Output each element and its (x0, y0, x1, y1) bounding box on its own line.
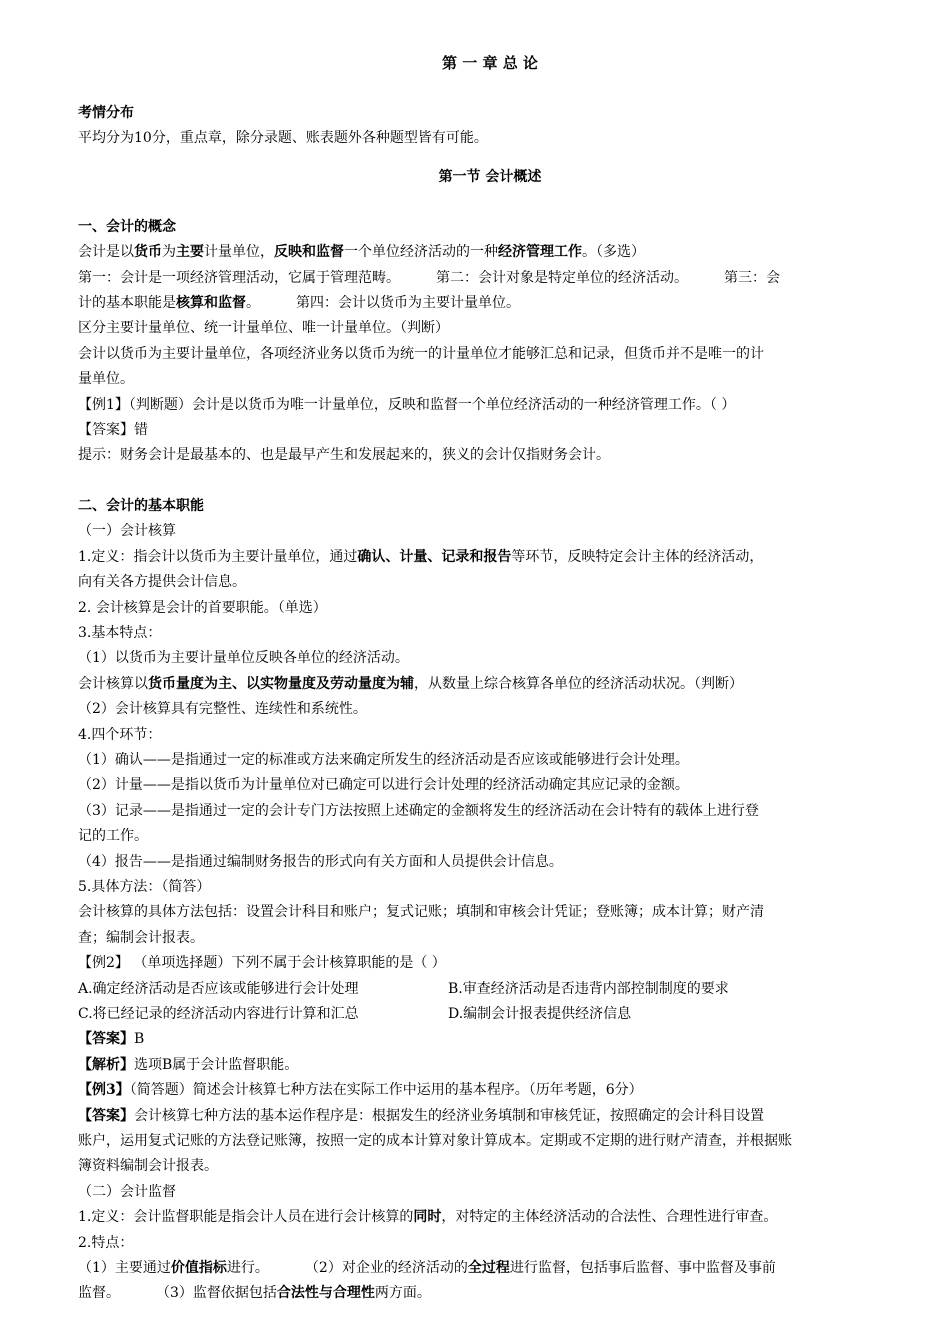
answer-1: 【答案】错 (78, 422, 148, 439)
text-run: 一个单位经济活动的一种 (344, 244, 498, 261)
analysis-2 (78, 1053, 902, 1078)
document-page (78, 50, 902, 1307)
supervision-item-2: 2.特点： (78, 1234, 134, 1251)
example-text: （简答题）简述会计核算七种方法在实际工作中运用的基本程序。（历年考题，6分） (129, 1082, 643, 1099)
subsection-supervision: （二）会计监督 (78, 1183, 176, 1200)
text-run: （2）对企业的经济活动的 (304, 1260, 468, 1277)
hint: 提示：财务会计是最基本的、也是最早产生和发展起来的，狭义的会计仅指财务会计。 (78, 447, 610, 464)
example-2: 【例2】 （单项选择题）下列不属于会计核算职能的是（ ） (78, 955, 446, 972)
bold-run: 货币 (134, 244, 162, 261)
text-run: 进行。 (226, 1260, 269, 1277)
supervision-features-line2 (78, 1281, 902, 1306)
bold-run: 合法性与合理性 (276, 1285, 375, 1302)
analysis-label: 【解析】 (78, 1056, 134, 1073)
methods-line2: 查；编制会计报表。 (78, 929, 204, 946)
text-run: 会计是以 (78, 244, 134, 261)
methods-line1: 会计核算的具体方法包括：设置会计科目和账户；复式记账；填制和审核会计凭证；登账簿；成本计算；财产清 (78, 904, 764, 921)
text-run: 两方面。 (374, 1285, 431, 1302)
feature-1: （1）以货币为主要计量单位反映各单位的经济活动。 (78, 650, 409, 667)
definition-points-line1 (78, 266, 902, 291)
section-title: 第一节 会计概述 (438, 168, 542, 185)
step-3-line2: 记的工作。 (78, 828, 148, 845)
item-4: 4.四个环节： (78, 726, 162, 743)
answer-label: 【答案】 (78, 1031, 134, 1048)
spacer (78, 469, 902, 494)
bold-run: 价值指标 (170, 1260, 227, 1277)
point-4: 第四：会计以货币为主要计量单位。 (296, 295, 520, 312)
spacer (78, 190, 902, 215)
bold-run: 同时 (413, 1209, 442, 1226)
bold-run: 全过程 (467, 1260, 510, 1277)
text-run: 计量单位， (204, 244, 274, 261)
answer-3-line2: 账户，运用复式记账的方法登记账簿，按照一定的成本计算对象计算成本。定期或不定期的进行财产清查，并根据账 (78, 1133, 792, 1150)
options-row-2 (78, 1002, 902, 1027)
option-c: C.将已经记录的经济活动内容进行计算和汇总 (78, 1006, 359, 1022)
accounting-def-line2: 向有关各方提供会计信息。 (78, 574, 246, 591)
text-run: 1.定义：会计监督职能是指会计人员在进行会计核算的 (78, 1209, 414, 1226)
explain-line-1: 会计以货币为主要计量单位，各项经济业务以货币为统一的计量单位才能够汇总和记录，但货币并不是唯一的计 (78, 345, 764, 362)
exam-text: 平均分为10分，重点章，除分录题、账表题外各种题型皆有可能。 (78, 130, 488, 147)
text-run: 会计核算以 (78, 675, 148, 692)
step-3-line1: （3）记录——是指通过一定的会计专门方法按照上述确定的金额将发生的经济活动在会计特有的载体上进行登 (78, 802, 759, 819)
definition-points-line2 (78, 291, 902, 316)
supervision-features-line1 (78, 1256, 902, 1281)
explain-line-2: 量单位。 (78, 371, 134, 388)
bold-run: 反映和监督 (274, 244, 344, 261)
text-run: 。（多选） (582, 244, 645, 261)
bold-run: 经济管理工作 (498, 244, 582, 261)
item-3: 3.基本特点： (78, 624, 162, 641)
accounting-def-line1 (78, 545, 902, 570)
spacer (78, 152, 902, 164)
step-4: （4）报告——是指通过编制财务报告的形式向有关方面和人员提供会计信息。 (78, 853, 563, 870)
bold-run: 货币量度为主、以实物量度及劳动量度为辅 (148, 675, 414, 692)
text-run: 进行监督，包括事后监督、事中监督及事前 (509, 1260, 776, 1277)
answer-text: 会计核算七种方法的基本运作程序是：根据发生的经济业务填制和审核凭证，按照确定的会计科目设置 (134, 1107, 764, 1124)
accounting-definition (78, 240, 902, 265)
spacer (78, 76, 902, 101)
supervision-def (78, 1205, 902, 1230)
text-run: 监督。 (78, 1285, 120, 1302)
bold-run: 主要 (176, 244, 204, 261)
answer-3-line3: 簿资料编制会计报表。 (78, 1158, 218, 1175)
subsection-accounting: （一）会计核算 (78, 523, 176, 540)
example-1: 【例1】（判断题）会计是以货币为唯一计量单位，反映和监督一个单位经济活动的一种经济管理工作。（ ） (78, 396, 736, 413)
bold-run: 核算和监督 (176, 295, 246, 312)
option-d: D.编制会计报表提供经济信息 (448, 1006, 632, 1022)
part2-heading: 二、会计的基本职能 (78, 497, 204, 514)
option-a: A.确定经济活动是否应该或能够进行会计处理 (78, 980, 359, 997)
text-run: ，从数量上综合核算各单位的经济活动状况。（判断） (414, 675, 743, 692)
text-run: 1.定义：指会计以货币为主要计量单位，通过 (78, 548, 358, 565)
step-1: （1）确认——是指通过一定的标准或方法来确定所发生的经济活动是否应该或能够进行会计处理。 (78, 751, 689, 768)
text-run: （1）主要通过 (78, 1260, 171, 1277)
text-run: （3）监督依据包括 (156, 1285, 277, 1302)
options-row-1 (78, 977, 902, 1002)
bold-run: 确认、计量、记录和报告 (357, 548, 512, 565)
point-3-start: 第三：会 (724, 269, 780, 286)
item-5: 5.具体方法：（简答） (78, 878, 211, 895)
answer-value: B (134, 1031, 145, 1048)
example-3 (78, 1078, 902, 1103)
chapter-title: 第 一 章 总 论 (442, 54, 538, 72)
exam-heading: 考情分布 (78, 105, 134, 121)
answer-2 (78, 1027, 902, 1052)
point-2: 第二：会计对象是特定单位的经济活动。 (436, 269, 688, 286)
answer-label: 【答案】 (78, 1107, 134, 1124)
text-run: 。 (246, 295, 260, 312)
answer-3-line1 (78, 1104, 902, 1129)
feature-1-detail (78, 672, 902, 697)
item-2: 2. 会计核算是会计的首要职能。（单选） (78, 599, 327, 616)
option-b: B.审查经济活动是否违背内部控制制度的要求 (448, 980, 729, 997)
distinguish-units: 区分主要计量单位、统一计量单位、唯一计量单位。（判断） (78, 320, 449, 337)
step-2: （2）计量——是指以货币为计量单位对已确定可以进行会计处理的经济活动确定其应记录的金额。 (78, 777, 689, 794)
analysis-text: 选项B属于会计监督职能。 (134, 1056, 299, 1073)
feature-2: （2）会计核算具有完整性、连续性和系统性。 (78, 701, 367, 718)
text-run: ，对特定的主体经济活动的合法性、合理性进行审查。 (441, 1209, 778, 1226)
text-run: 等环节，反映特定会计主体的经济活动， (511, 548, 764, 565)
text-run: 为 (162, 244, 176, 261)
part1-heading: 一、会计的概念 (78, 218, 176, 235)
point-3-text: 计的基本职能是 (78, 295, 176, 312)
point-1: 第一：会计是一项经济管理活动，它属于管理范畴。 (78, 269, 400, 286)
example-label: 【例3】 (78, 1082, 130, 1099)
